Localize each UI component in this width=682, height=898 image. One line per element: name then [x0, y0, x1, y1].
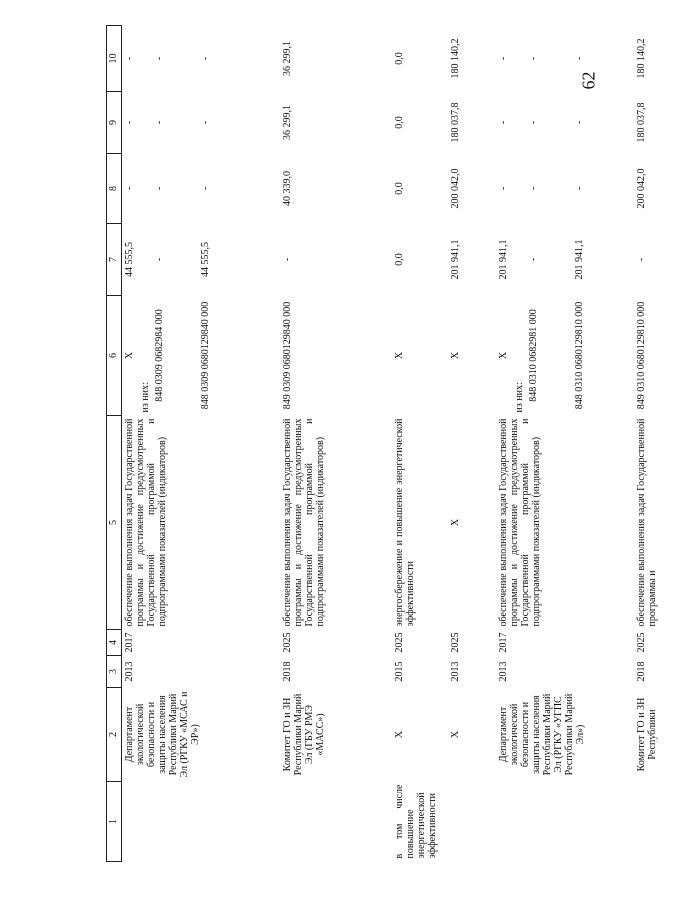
- cell-result: энергосбережение и повышение энергетической эффективности: [394, 418, 416, 627]
- cell-value-10: 180 140,2: [450, 38, 461, 79]
- cell-end-year: 2025: [636, 632, 647, 653]
- cell-end-year: 2025: [394, 632, 405, 653]
- cell-name: [448, 782, 496, 862]
- col-header-9: 9: [107, 92, 122, 154]
- table-row: [392, 26, 448, 862]
- cell-start-year: 2015: [394, 661, 405, 682]
- budget-table: [106, 25, 682, 862]
- table-row: [496, 26, 634, 862]
- cell-value-8: 200 042,0: [450, 168, 461, 209]
- cell-value-8: - - -: [124, 186, 211, 191]
- cell-code: X из них: 848 0309 0682984 000 848 0309 0680129840 000: [124, 301, 211, 413]
- cell-name: [122, 782, 281, 862]
- cell-executor: Комитет ГО и ЗН Республики: [636, 697, 658, 772]
- cell-value-9: - - -: [498, 120, 585, 125]
- table-row: [122, 26, 281, 862]
- cell-executor: Департамент экологической безопасности и защиты населения Республики Марий Эл (РГКУ «УГПС Республики Марий Эл»): [498, 693, 586, 776]
- cell-executor: X: [394, 730, 405, 739]
- cell-value-9: 0,0: [394, 116, 405, 129]
- cell-start-year: 2018: [636, 661, 647, 682]
- rotated-table-area: [106, 26, 658, 862]
- cell-start-year: 2013: [498, 661, 509, 682]
- cell-code: X: [450, 351, 461, 360]
- col-header-6: 6: [107, 296, 122, 416]
- cell-code: X из них: 848 0310 0682981 000 848 0310 0680129810 000: [498, 301, 585, 413]
- cell-result: обеспечение выполнения задач Государственной программы и достижение предусмотренных Государственной программой и подпрограммами показателей (индикаторов): [282, 418, 326, 627]
- cell-start-year: 2013: [124, 661, 135, 682]
- cell-name: [634, 782, 682, 862]
- table-row: [280, 26, 392, 862]
- cell-value-9: 180 037,8: [450, 102, 461, 143]
- col-header-4: 4: [107, 630, 122, 656]
- col-header-1: 1: [107, 782, 122, 862]
- cell-value-8: 40 339,0: [282, 171, 293, 206]
- cell-value-7: 0,0: [394, 253, 405, 266]
- cell-value-8: 0,0: [394, 182, 405, 195]
- cell-value-9: - - -: [124, 120, 211, 125]
- column-number-row: [107, 26, 122, 862]
- cell-end-year: 2017: [124, 632, 135, 653]
- cell-value-7: 201 941,1: [450, 239, 461, 280]
- cell-end-year: 2025: [282, 632, 293, 653]
- cell-executor: Комитет ГО и ЗН Республики Марий Эл (ГБУ РМЭ «МАСС»): [282, 693, 326, 776]
- col-header-5: 5: [107, 416, 122, 630]
- col-header-3: 3: [107, 656, 122, 688]
- cell-code: X: [394, 351, 405, 360]
- cell-value-9: 36 299,1: [282, 105, 293, 140]
- cell-value-7: 44 555,5 - 44 555,5: [124, 242, 211, 277]
- cell-value-10: - - -: [498, 56, 585, 61]
- col-header-7: 7: [107, 224, 122, 296]
- table-row: [634, 26, 682, 862]
- cell-value-8: 200 042,0: [636, 168, 647, 209]
- cell-value-10: - - -: [124, 56, 211, 61]
- col-header-10: 10: [107, 26, 122, 92]
- cell-start-year: 2013: [450, 661, 461, 682]
- cell-name: [496, 782, 634, 862]
- cell-code: 849 0310 0680129810 000: [636, 301, 647, 410]
- cell-value-7: 201 941,1 - 201 941,1: [498, 239, 585, 280]
- cell-value-10: 180 140,2: [636, 38, 647, 79]
- page-number: 62: [578, 71, 599, 90]
- table-content: [106, 26, 658, 862]
- cell-value-9: 180 037,8: [636, 102, 647, 143]
- cell-code: 849 0309 0680129840 000: [282, 301, 293, 410]
- col-header-8: 8: [107, 154, 122, 224]
- cell-result: обеспечение выполнения задач Государственной программы и: [636, 418, 658, 627]
- cell-result: обеспечение выполнения задач Государственной программы и достижение предусмотренных Государственной программой и подпрограммами показателей (индикаторов): [124, 418, 168, 627]
- cell-value-10: 36 299,1: [282, 41, 293, 76]
- cell-end-year: 2017: [498, 632, 509, 653]
- cell-start-year: 2018: [282, 661, 293, 682]
- cell-value-8: - - -: [498, 186, 585, 191]
- col-header-2: 2: [107, 688, 122, 782]
- cell-value-7: -: [636, 257, 647, 262]
- cell-end-year: 2025: [450, 632, 461, 653]
- cell-name: в том числе повышение энергетической эффективности: [394, 784, 438, 859]
- cell-executor: Департамент экологической безопасности и защиты населения Республики Марий Эл (РГКУ «МСАС и ЭР»): [124, 691, 201, 778]
- cell-executor: X: [450, 730, 461, 739]
- table-row: [448, 26, 496, 862]
- cell-name: [280, 782, 392, 862]
- cell-result: X: [450, 518, 461, 527]
- cell-value-7: -: [282, 257, 293, 262]
- cell-result: обеспечение выполнения задач Государственной программы и достижение предусмотренных Государственной программой и подпрограммами показателей (индикаторов): [498, 418, 542, 627]
- cell-value-10: 0,0: [394, 52, 405, 65]
